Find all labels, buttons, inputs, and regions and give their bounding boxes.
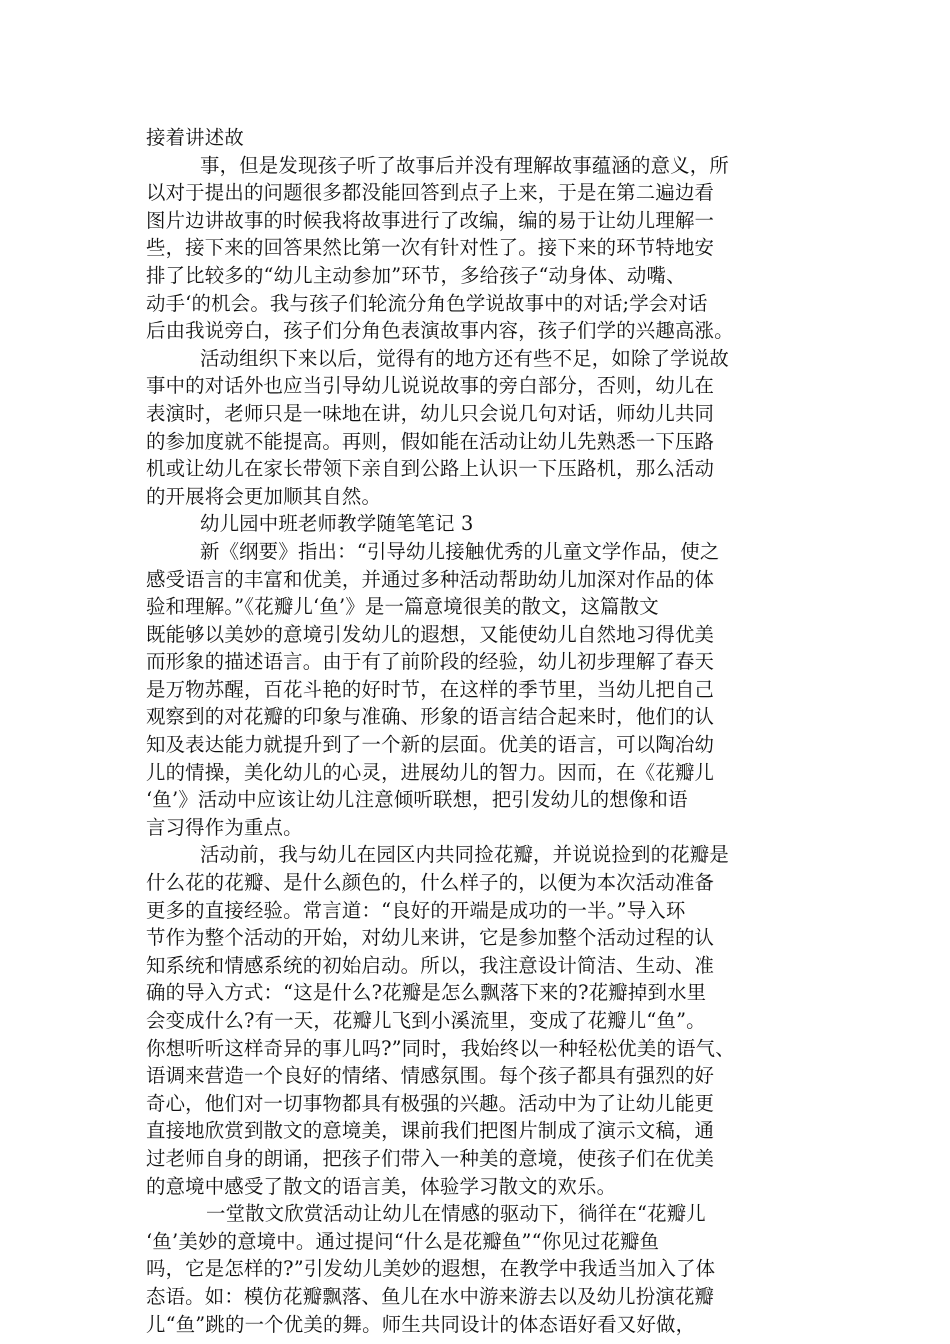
text-line: 更多的直接经验。常言道：“良好的开端是成功的一半。”导入环 xyxy=(146,898,686,922)
text-line: 以对于提出的问题很多都没能回答到点子上来，于是在第二遍边看 xyxy=(146,181,715,205)
text-line: 图片边讲故事的时候我将故事进行了改编，编的易于让幼儿理解一 xyxy=(146,208,715,232)
text-line: 确的导入方式：“这是什么?花瓣是怎么飘落下来的?花瓣掉到水里 xyxy=(146,981,707,1005)
document-body xyxy=(146,124,816,1338)
text-line: 新《纲要》指出：“引导幼儿接触优秀的儿童文学作品，使之 xyxy=(200,539,720,563)
text-line: 活动前，我与幼儿在园区内共同捡花瓣，并说说捡到的花瓣是 xyxy=(200,843,729,867)
text-line: 既能够以美妙的意境引发幼儿的遐想，又能使幼儿自然地习得优美 xyxy=(146,622,715,646)
text-line: 是万物苏醒，百花斗艳的好时节，在这样的季节里，当幼儿把自己 xyxy=(146,677,715,701)
text-line: 节作为整个活动的开始，对幼儿来讲，它是参加整个活动过程的认 xyxy=(146,926,715,950)
text-line: 活动组织下来以后，觉得有的地方还有些不足，如除了学说故 xyxy=(200,346,729,370)
text-line: 事，但是发现孩子听了故事后并没有理解故事蕴涵的意义，所 xyxy=(200,153,729,177)
text-line: 排了比较多的“幼儿主动参加”环节，多给孩子“动身体、动嘴、 xyxy=(146,263,686,287)
section-heading: 幼儿园中班老师教学随笔笔记 3 xyxy=(200,512,474,536)
text-line: 的开展将会更加顺其自然。 xyxy=(146,484,382,508)
text-line: 机或让幼儿在家长带领下亲自到公路上认识一下压路机，那么活动 xyxy=(146,457,715,481)
text-line: 你想听听这样奇异的事儿吗?”同时，我始终以一种轻松优美的语气、 xyxy=(146,1036,735,1060)
text-line: 过老师自身的朗诵，把孩子们带入一种美的意境，使孩子们在优美 xyxy=(146,1146,715,1170)
text-line: 会变成什么?有一天，花瓣儿飞到小溪流里，变成了花瓣儿“鱼”。 xyxy=(146,1009,706,1032)
text-line: 动手‘的机会。我与孩子们轮流分角色学说故事中的对话;学会对话 xyxy=(146,291,708,315)
text-line: 吗，它是怎样的?”引发幼儿美妙的遐想，在教学中我适当加入了体 xyxy=(146,1257,716,1281)
text-line: 接着讲述故 xyxy=(146,126,244,149)
text-line: 直接地欣赏到散文的意境美，课前我们把图片制成了演示文稿，通 xyxy=(146,1119,715,1143)
text-line: 些，接下来的回答果然比第一次有针对性了。接下来的环节特地安 xyxy=(146,236,715,260)
text-line: 后由我说旁白，孩子们分角色表演故事内容，孩子们学的兴趣高涨。 xyxy=(146,319,734,343)
text-line: 态语。如：模仿花瓣飘落、鱼儿在水中游来游去以及幼儿扮演花瓣 xyxy=(146,1284,715,1308)
text-line: 什么花的花瓣、是什么颜色的，什么样子的，以便为本次活动准备 xyxy=(146,871,715,895)
text-line: 一堂散文欣赏活动让幼儿在情感的驱动下，徜徉在“花瓣儿 xyxy=(206,1202,706,1226)
text-line: 而形象的描述语言。由于有了前阶段的经验，幼儿初步理解了春天 xyxy=(146,650,715,674)
text-line: 知系统和情感系统的初始启动。所以，我注意设计简洁、生动、准 xyxy=(146,953,715,977)
text-line: ‘鱼’美妙的意境中。通过提问“什么是花瓣鱼”“你见过花瓣鱼 xyxy=(146,1229,660,1253)
text-line: 奇心，他们对一切事物都具有极强的兴趣。活动中为了让幼儿能更 xyxy=(146,1091,715,1115)
text-line: ‘鱼’》活动中应该让幼儿注意倾听联想，把引发幼儿的想像和语 xyxy=(146,788,688,812)
text-line: 儿的情操，美化幼儿的心灵，进展幼儿的智力。因而，在《花瓣儿 xyxy=(146,760,715,784)
text-line: 的参加度就不能提高。再则，假如能在活动让幼儿先熟悉一下压路 xyxy=(146,429,715,453)
text-line: 知及表达能力就提升到了一个新的层面。优美的语言，可以陶冶幼 xyxy=(146,733,715,757)
text-line: 言习得作为重点。 xyxy=(146,815,303,839)
text-line: 事中的对话外也应当引导幼儿说说故事的旁白部分，否则，幼儿在 xyxy=(146,374,715,398)
text-line: 表演时，老师只是一味地在讲，幼儿只会说几句对话，师幼儿共同 xyxy=(146,401,715,425)
text-line: 观察到的对花瓣的印象与准确、形象的语言结合起来时，他们的认 xyxy=(146,705,715,729)
text-line: 感受语言的丰富和优美，并通过多种活动帮助幼儿加深对作品的体 xyxy=(146,567,715,591)
text-line: 的意境中感受了散文的语言美，体验学习散文的欢乐。 xyxy=(146,1174,617,1198)
text-line: 验和理解。”《花瓣儿‘鱼’》是一篇意境很美的散文，这篇散文 xyxy=(146,595,659,619)
text-line: 儿“鱼”跳的一个优美的舞。师生共同设计的体态语好看又好做， xyxy=(146,1312,696,1336)
text-line: 语调来营造一个良好的情绪、情感氛围。每个孩子都具有强烈的好 xyxy=(146,1064,715,1088)
